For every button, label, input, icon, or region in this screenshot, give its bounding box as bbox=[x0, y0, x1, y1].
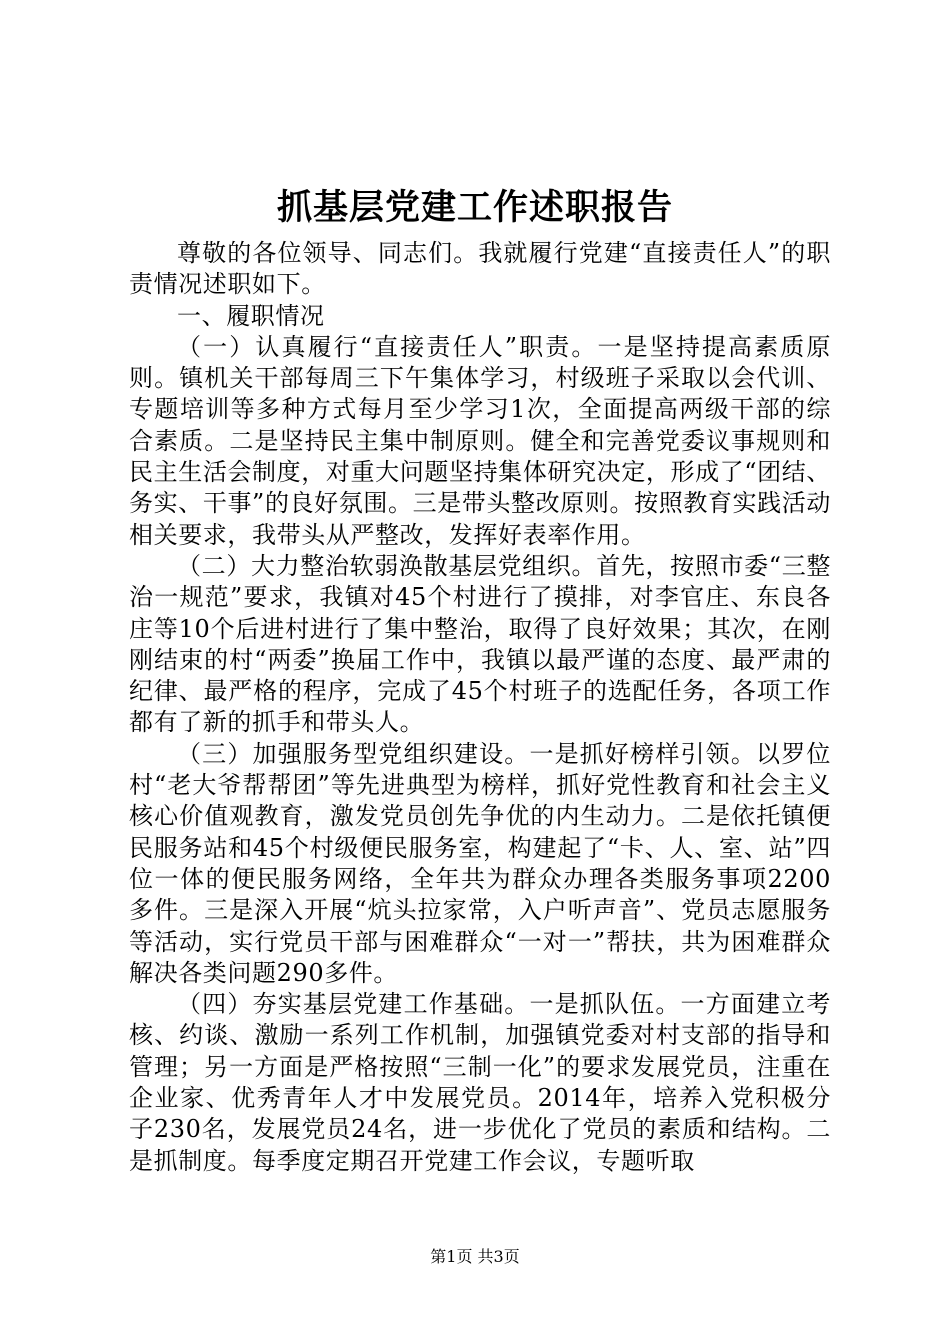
section-heading: 一、履职情况 bbox=[177, 301, 325, 330]
document-title: 抓基层党建工作述职报告 bbox=[276, 187, 673, 228]
paragraph-3: （三）加强服务型党组织建设。一是抓好榜样引领。以罗位村“老大爷帮帮团”等先进典型为榜样，抓好党性教育和社会主义核心价值观教育，激发党员创先争优的内生动力。二是依托镇便民服务站和45个村级便民服务室，构建起了“卡、人、室、站”四位一体的便民服务网络，全年共为群众办理各类服务事项2200多件。三是深入开展“炕头拉家常，入户听声音”、党员志愿服务等活动，实行党员干部与困难群众“一对一”帮扶，共为困难群众解决各类问题290多件。 bbox=[129, 739, 831, 987]
paragraph-4: （四）夯实基层党建工作基础。一是抓队伍。一方面建立考核、约谈、激励一系列工作机制，加强镇党委对村支部的指导和管理；另一方面是严格按照“三制一化”的要求发展党员，注重在企业家、优秀青年人才中发展党员。2014年，培养入党积极分子230名，发展党员24名，进一步优化了党员的素质和结构。二是抓制度。每季度定期召开党建工作会议，专题听取 bbox=[129, 990, 831, 1175]
paragraph-2: （二）大力整治软弱涣散基层党组织。首先，按照市委“三整治一规范”要求，我镇对45个村进行了摸排，对李官庄、东良各庄等10个后进村进行了集中整治，取得了良好效果；其次，在刚刚结束的村“两委”换届工作中，我镇以最严谨的态度、最严肃的纪律、最严格的程序，完成了45个村班子的选配任务，各项工作都有了新的抓手和带头人。 bbox=[129, 551, 831, 737]
paragraph-greeting: 尊敬的各位领导、同志们。我就履行党建“直接责任人”的职责情况述职如下。 bbox=[129, 239, 831, 299]
page-footer: 第1页 共3页 bbox=[430, 1247, 520, 1266]
document-body bbox=[129, 238, 831, 1177]
paragraph-1: （一）认真履行“直接责任人”职责。一是坚持提高素质原则。镇机关干部每周三下午集体学习，村级班子采取以会代训、专题培训等多种方式每月至少学习1次，全面提高两级干部的综合素质。二是坚持民主集中制原则。健全和完善党委议事规则和民主生活会制度，对重大问题坚持集体研究决定，形成了“团结、务实、干事”的良好氛围。三是带头整改原则。按照教育实践活动相关要求，我带头从严整改，发挥好表率作用。 bbox=[129, 332, 831, 549]
